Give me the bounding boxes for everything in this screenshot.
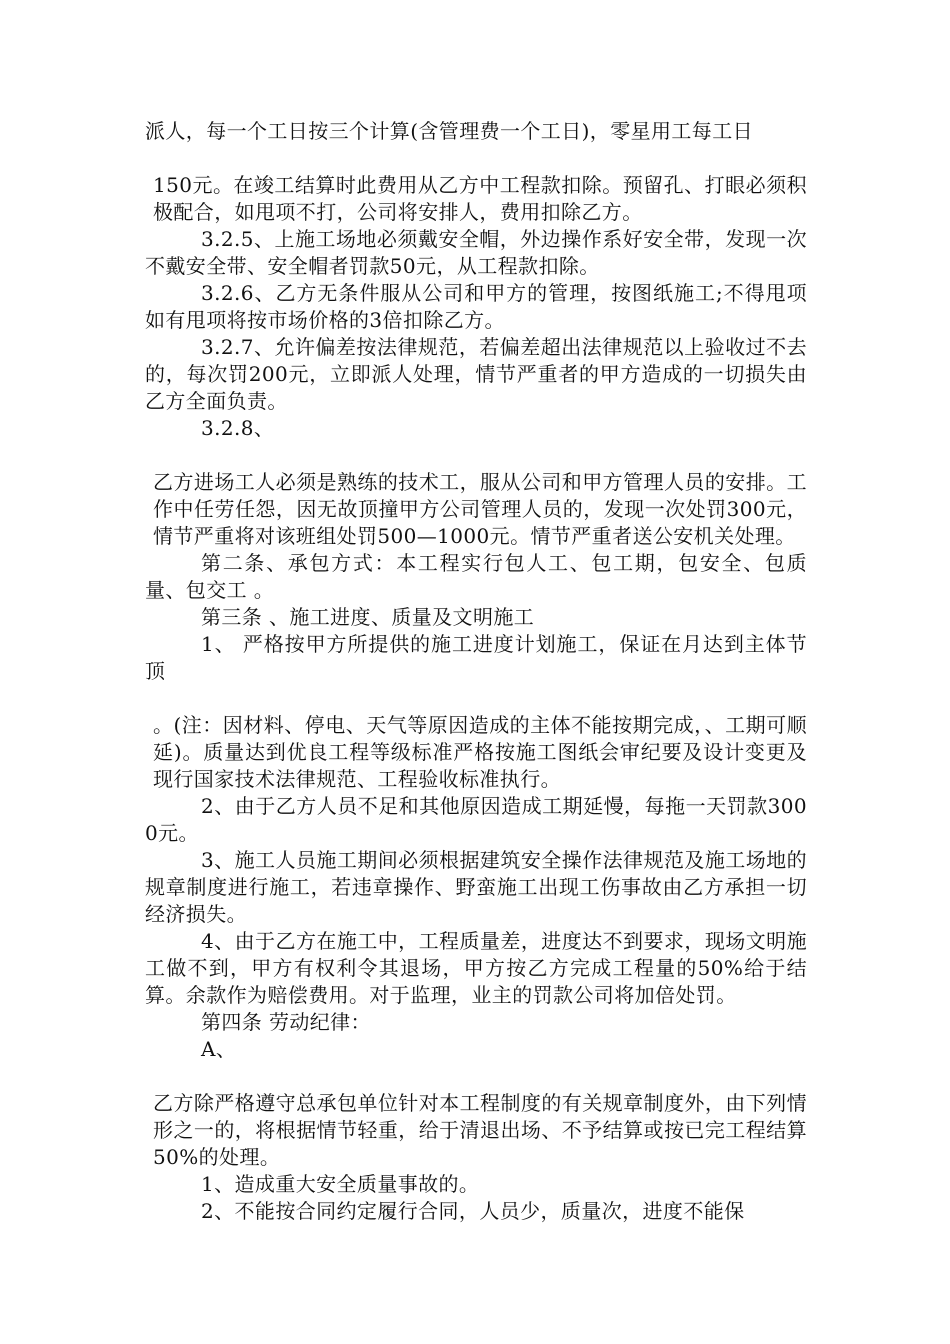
paragraph: 1、造成重大安全质量事故的。 (201, 1172, 480, 1196)
paragraph: 。(注：因材料、停电、天气等原因造成的主体不能按期完成，、工期可顺延)。质量达到优良工程等级标准严格按施工图纸会审纪要及设计变更及现行国家技术法律规范、工程验收标准执行。 (153, 713, 807, 791)
paragraph: 乙方进场工人必须是熟练的技术工，服从公司和甲方管理人员的安排。工作中任劳任怨，因无故顶撞甲方公司管理人员的，发现一次处罚300元，情节严重将对该班组处罚500—1000元。情节严重者送公安机关处理。 (153, 470, 807, 548)
paragraph: 派人，每一个工日按三个计算(含管理费一个工日)，零星用工每工日 (145, 119, 754, 143)
paragraph: 3.2.8、 (201, 416, 275, 440)
paragraph: 乙方除严格遵守总承包单位针对本工程制度的有关规章制度外，由下列情形之一的，将根据情节轻重，给于清退出场、不予结算或按已完工程结算50%的处理。 (153, 1091, 807, 1169)
paragraph: 3、施工人员施工期间必须根据建筑安全操作法律规范及施工场地的规章制度进行施工，若违章操作、野蛮施工出现工伤事故由乙方承担一切经济损失。 (145, 848, 807, 926)
paragraph: 3.2.6、乙方无条件服从公司和甲方的管理，按图纸施工;不得甩项如有甩项将按市场价格的3倍扣除乙方。 (145, 281, 807, 332)
paragraph: 第四条 劳动纪律： (201, 1010, 371, 1034)
paragraph: 第三条 、施工进度、质量及文明施工 (201, 605, 535, 629)
paragraph: 4、由于乙方在施工中，工程质量差，进度达不到要求，现场文明施工做不到，甲方有权利令其退场，甲方按乙方完成工程量的50%给于结算。余款作为赔偿费用。对于监理，业主的罚款公司将加倍处罚。 (145, 929, 807, 1007)
paragraph: A、 (201, 1037, 237, 1061)
paragraph: 2、不能按合同约定履行合同，人员少，质量次，进度不能保 (201, 1199, 745, 1223)
document-page (145, 118, 807, 1225)
paragraph: 150元。在竣工结算时此费用从乙方中工程款扣除。预留孔、打眼必须积极配合，如甩项不打，公司将安排人，费用扣除乙方。 (153, 173, 807, 224)
paragraph: 2、由于乙方人员不足和其他原因造成工期延慢，每拖一天罚款3000元。 (145, 794, 807, 845)
paragraph: 1、 严格按甲方所提供的施工进度计划施工，保证在月达到主体节顶 (145, 632, 807, 683)
paragraph: 3.2.5、上施工场地必须戴安全帽，外边操作系好安全带，发现一次不戴安全带、安全帽者罚款50元，从工程款扣除。 (145, 227, 807, 278)
paragraph: 3.2.7、允许偏差按法律规范，若偏差超出法律规范以上验收过不去的，每次罚200元，立即派人处理，情节严重者的甲方造成的一切损失由乙方全面负责。 (145, 335, 807, 413)
paragraph: 第二条、承包方式：本工程实行包人工、包工期，包安全、包质量、包交工 。 (145, 551, 807, 602)
